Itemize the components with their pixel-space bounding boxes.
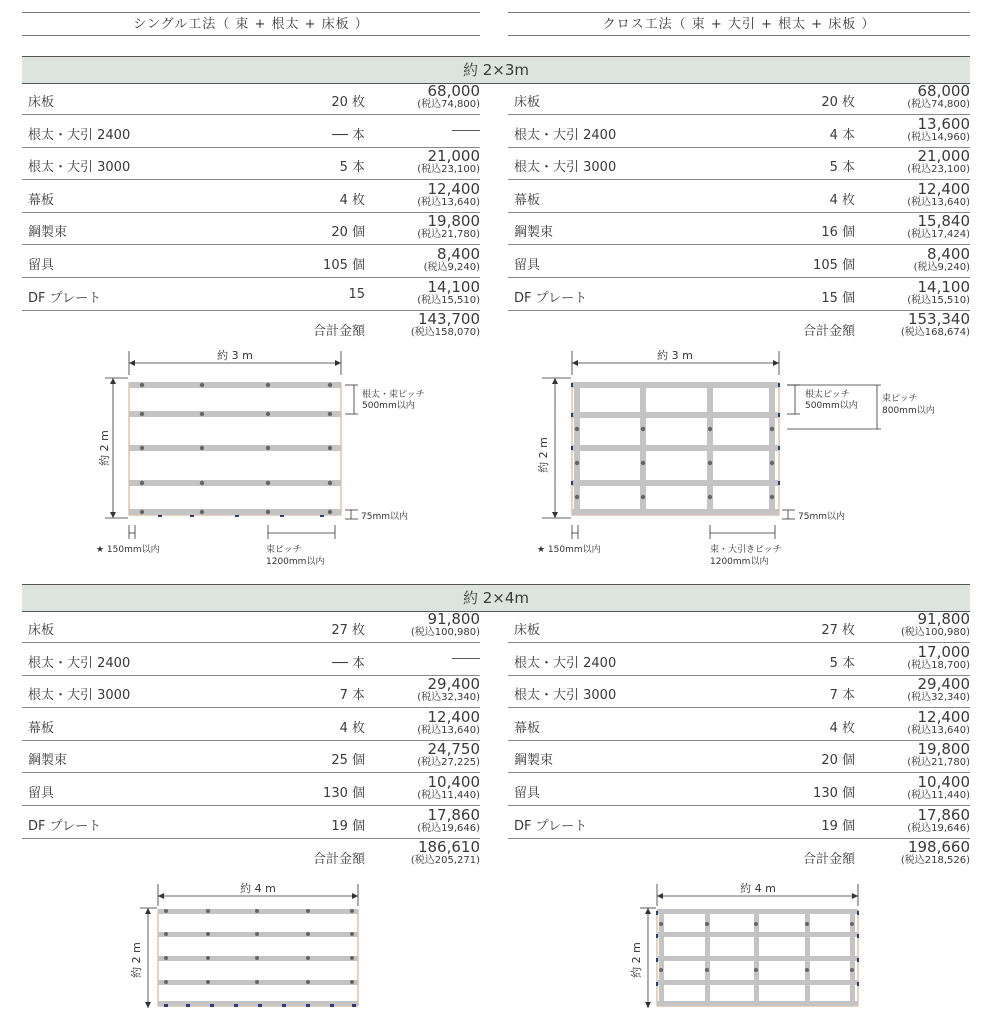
price-amount: 12,400: [917, 707, 970, 726]
diagram-2x3-single: [80, 345, 460, 570]
item-name: 根太・大引 3000: [28, 688, 131, 704]
total-amount: 153,340: [907, 310, 970, 329]
table-row: [22, 807, 480, 839]
price-tax-included: (税込13,640): [907, 724, 970, 736]
item-price: [914, 246, 970, 273]
table-row: [22, 741, 480, 773]
price-tax-included: (税込74,800): [907, 99, 970, 110]
item-name: 鋼製束: [514, 225, 554, 241]
table-row: [508, 741, 970, 773]
item-price: [907, 213, 970, 240]
price-amount: 24,750: [427, 740, 480, 759]
item-quantity: 7 本: [829, 688, 855, 704]
item-price: [417, 279, 480, 306]
item-quantity: 105 個: [813, 258, 855, 273]
table-row: [22, 611, 480, 643]
single-method-header: シングル工法（ 束 + 根太 + 床板 ）: [22, 12, 480, 36]
section-title-2x4: 約 2×4m: [22, 584, 970, 612]
price-amount: 10,400: [427, 773, 480, 791]
width-label: 約 4 m: [240, 882, 276, 895]
item-name: 留具: [514, 786, 541, 801]
item-price: [417, 213, 480, 240]
item-price: [417, 676, 480, 703]
bottom-pitch-value: 1200mm以内: [266, 557, 325, 567]
item-price: [901, 611, 970, 638]
star-label: ★ 150mm以内: [96, 545, 160, 555]
item-price: [907, 644, 970, 671]
item-quantity: 15: [348, 286, 365, 302]
item-quantity: 130 個: [813, 786, 855, 801]
price-tax-included: (税込15,510): [417, 294, 480, 306]
item-quantity: 105 個: [323, 258, 365, 273]
item-quantity: ── 本: [332, 655, 365, 671]
table-row: [508, 181, 970, 213]
price-tax-included: (税込23,100): [907, 164, 970, 176]
item-name: 幕板: [28, 192, 55, 208]
table-row: [22, 246, 480, 278]
price-amount: 13,600: [917, 114, 970, 133]
price-amount: 19,800: [917, 740, 970, 759]
price-amount: 17,860: [917, 805, 970, 824]
price-amount: 19,800: [427, 212, 480, 231]
table-row: [22, 116, 480, 148]
price-amount: 15,840: [917, 212, 970, 231]
price-amount: 21,000: [427, 147, 480, 166]
item-price: [907, 181, 970, 208]
price-amount: 17,000: [917, 642, 970, 661]
total-amount: 143,700: [417, 310, 480, 329]
diagram-2x4-single: [120, 878, 380, 1024]
diagram-2x4-cross: [620, 878, 880, 1024]
item-name: 床板: [28, 95, 55, 110]
item-price: [907, 116, 970, 143]
price-tax-included: (税込21,780): [907, 757, 970, 769]
item-name: DF プレート: [514, 290, 588, 306]
price-tax-included: (税込9,240): [913, 262, 970, 273]
item-quantity: 20 枚: [821, 95, 855, 110]
pitch-label: 根太ピッチ: [805, 390, 850, 400]
item-name: 留具: [514, 258, 541, 273]
total-tax-included: (税込158,070): [410, 327, 480, 339]
price-tax-included: (税込14,960): [907, 131, 970, 143]
table-row: [508, 148, 970, 180]
price-amount: 91,800: [427, 610, 480, 628]
bottom-pitch-label: 束ピッチ: [266, 545, 302, 555]
height-label: 約 2 m: [537, 437, 550, 473]
item-name: 根太・大引 2400: [514, 127, 617, 143]
item-quantity: 27 枚: [331, 623, 365, 638]
cross-method-header: クロス工法（ 束 + 大引 + 根太 + 床板 ）: [508, 12, 970, 36]
price-tax-included: (税込23,100): [417, 164, 480, 176]
star-label: ★ 150mm以内: [537, 545, 601, 555]
pitch-label: 根太・束ピッチ: [362, 390, 425, 400]
width-label: 約 3 m: [657, 349, 693, 362]
price-tax-included: (税込18,700): [907, 659, 970, 671]
item-name: 根太・大引 3000: [514, 160, 617, 176]
item-quantity: 130 個: [323, 786, 365, 801]
price-dash: [452, 130, 480, 131]
table-row: [508, 611, 970, 643]
price-amount: 17,860: [427, 805, 480, 824]
pitch2-label: 束ピッチ: [882, 394, 918, 404]
item-name: 鋼製束: [28, 225, 68, 241]
total-row: [508, 311, 970, 343]
price-amount: 12,400: [427, 179, 480, 198]
price-amount: 68,000: [917, 82, 970, 100]
price-amount: 68,000: [427, 82, 480, 100]
item-quantity: 19 個: [821, 818, 855, 834]
price-amount: 91,800: [917, 610, 970, 628]
item-price: [417, 83, 480, 110]
total-tax-included: (税込218,526): [900, 855, 970, 867]
table-row: [22, 181, 480, 213]
table-row: [22, 709, 480, 741]
item-name: 床板: [514, 623, 541, 638]
item-quantity: 4 本: [829, 127, 855, 143]
price-tax-included: (税込13,640): [907, 196, 970, 208]
price-tax-included: (税込32,340): [907, 692, 970, 704]
bottom-pitch-value: 1200mm以内: [710, 557, 769, 567]
total-label: 合計金額: [312, 852, 365, 868]
item-quantity: 5 本: [829, 160, 855, 176]
total-amount: 198,660: [907, 838, 970, 857]
diagram-2x3-cross: [525, 345, 965, 570]
item-price: [417, 741, 480, 768]
price-tax-included: (税込27,225): [417, 757, 480, 769]
item-name: 根太・大引 3000: [514, 688, 617, 704]
item-quantity: 20 個: [331, 225, 365, 241]
table-row: [22, 774, 480, 806]
item-name: 鋼製束: [28, 753, 68, 769]
price-tax-included: (税込11,440): [417, 790, 480, 801]
price-tax-included: (税込11,440): [907, 790, 970, 801]
width-label: 約 3 m: [217, 349, 253, 362]
height-label: 約 2 m: [98, 430, 111, 466]
total-label: 合計金額: [312, 324, 365, 340]
table-row: [508, 676, 970, 708]
table-row: [22, 83, 480, 115]
total-amount: 186,610: [417, 838, 480, 857]
price-tax-included: (税込13,640): [417, 196, 480, 208]
section-title-2x3: 約 2×3m: [22, 56, 970, 84]
table-row: [22, 644, 480, 676]
total-row: [508, 839, 970, 871]
item-quantity: 15 個: [821, 290, 855, 306]
item-price: [417, 181, 480, 208]
price-tax-included: (税込21,780): [417, 229, 480, 241]
item-price: [452, 644, 480, 659]
pitch-value: 500mm以内: [362, 401, 415, 411]
total-price: [901, 311, 970, 338]
price-amount: 14,100: [917, 277, 970, 296]
table-row: [508, 644, 970, 676]
item-quantity: 4 枚: [339, 192, 365, 208]
item-name: DF プレート: [514, 818, 588, 834]
item-name: 根太・大引 3000: [28, 160, 131, 176]
table-row: [508, 213, 970, 245]
item-price: [417, 774, 480, 801]
price-tax-included: (税込15,510): [907, 294, 970, 306]
item-name: 床板: [28, 623, 55, 638]
item-price: [424, 246, 480, 273]
width-label: 約 4 m: [740, 882, 776, 895]
item-quantity: 19 個: [331, 818, 365, 834]
item-name: 根太・大引 2400: [28, 127, 131, 143]
item-name: 留具: [28, 786, 55, 801]
height-label: 約 2 m: [130, 942, 143, 978]
price-tax-included: (税込13,640): [417, 724, 480, 736]
table-row: [22, 279, 480, 311]
height-label: 約 2 m: [630, 942, 643, 978]
item-name: 床板: [514, 95, 541, 110]
price-tax-included: (税込17,424): [907, 229, 970, 241]
table-row: [508, 807, 970, 839]
price-tax-included: (税込74,800): [417, 99, 480, 110]
price-tax-included: (税込19,646): [907, 822, 970, 834]
price-amount: 29,400: [427, 675, 480, 694]
item-quantity: 5 本: [339, 160, 365, 176]
item-price: [907, 774, 970, 801]
total-price: [901, 839, 970, 866]
item-quantity: 5 本: [829, 655, 855, 671]
total-label: 合計金額: [802, 324, 855, 340]
price-tax-included: (税込19,646): [417, 822, 480, 834]
table-row: [508, 246, 970, 278]
item-price: [907, 676, 970, 703]
item-price: [907, 709, 970, 736]
price-amount: 14,100: [427, 277, 480, 296]
item-price: [907, 807, 970, 834]
total-row: [22, 311, 480, 343]
item-quantity: 27 枚: [821, 623, 855, 638]
item-price: [907, 279, 970, 306]
price-amount: 10,400: [917, 773, 970, 791]
price-amount: 21,000: [917, 147, 970, 166]
item-price: [907, 83, 970, 110]
item-name: 根太・大引 2400: [514, 655, 617, 671]
item-quantity: 7 本: [339, 688, 365, 704]
item-name: DF プレート: [28, 818, 102, 834]
item-quantity: 4 枚: [339, 720, 365, 736]
item-price: [907, 741, 970, 768]
item-price: [452, 116, 480, 131]
item-price: [907, 148, 970, 175]
pitch2-value: 800mm以内: [882, 406, 935, 416]
item-price: [417, 148, 480, 175]
price-dash: [452, 658, 480, 659]
table-row: [508, 709, 970, 741]
item-quantity: 4 枚: [829, 720, 855, 736]
item-name: 留具: [28, 258, 55, 273]
item-quantity: 25 個: [331, 753, 365, 769]
price-amount: 29,400: [917, 675, 970, 694]
price-amount: 12,400: [427, 707, 480, 726]
table-row: [508, 116, 970, 148]
item-name: 鋼製束: [514, 753, 554, 769]
item-quantity: 16 個: [821, 225, 855, 241]
item-quantity: 20 個: [821, 753, 855, 769]
total-label: 合計金額: [802, 852, 855, 868]
item-name: 幕板: [514, 720, 541, 736]
item-price: [417, 807, 480, 834]
table-row: [508, 83, 970, 115]
total-price: [411, 311, 480, 338]
price-amount: 8,400: [927, 245, 970, 263]
price-amount: 12,400: [917, 179, 970, 198]
item-quantity: 4 枚: [829, 192, 855, 208]
item-name: 幕板: [514, 192, 541, 208]
table-row: [22, 213, 480, 245]
item-price: [411, 611, 480, 638]
table-row: [508, 774, 970, 806]
edge-label: 75mm以内: [798, 512, 845, 522]
item-quantity: 20 枚: [331, 95, 365, 110]
total-tax-included: (税込205,271): [410, 855, 480, 867]
table-row: [22, 148, 480, 180]
table-row: [22, 676, 480, 708]
total-row: [22, 839, 480, 871]
total-tax-included: (税込168,674): [900, 327, 970, 339]
price-tax-included: (税込100,980): [410, 627, 480, 638]
table-row: [508, 279, 970, 311]
total-price: [411, 839, 480, 866]
edge-label: 75mm以内: [361, 512, 408, 522]
pitch-value: 500mm以内: [805, 401, 858, 411]
item-name: 根太・大引 2400: [28, 655, 131, 671]
price-tax-included: (税込32,340): [417, 692, 480, 704]
item-price: [417, 709, 480, 736]
item-quantity: ── 本: [332, 127, 365, 143]
item-name: 幕板: [28, 720, 55, 736]
bottom-pitch-label: 束・大引きピッチ: [710, 545, 782, 555]
price-amount: 8,400: [437, 245, 480, 263]
price-tax-included: (税込100,980): [900, 627, 970, 638]
item-name: DF プレート: [28, 290, 102, 306]
price-tax-included: (税込9,240): [423, 262, 480, 273]
